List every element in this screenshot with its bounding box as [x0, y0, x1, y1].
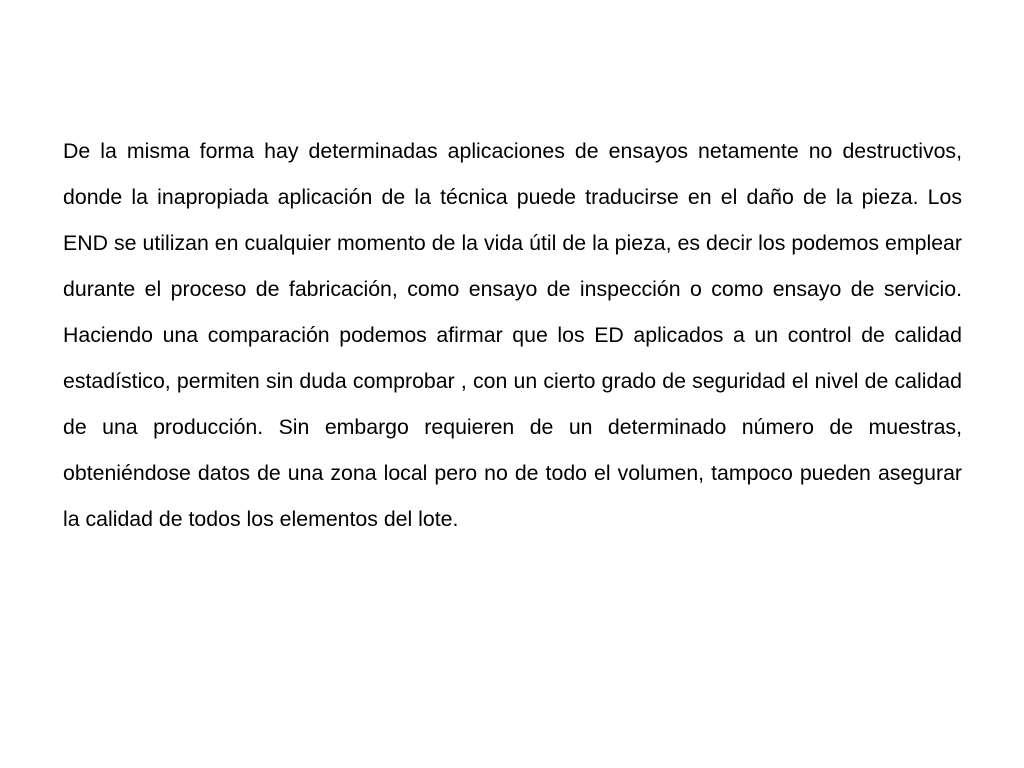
body-paragraph: De la misma forma hay determinadas aplicaciones de ensayos netamente no destructivos, donde la inapropiada aplicación de la técnica puede traducirse en el daño de la pieza. Los END se utilizan en cualquier momento de la vida útil de la pieza, es decir los podemos emplear durante el proceso de fabricación, como ensayo de inspección o como ensayo de servicio. Haciendo una comparación podemos afirmar que los ED aplicados a un control de calidad estadístico, permiten sin duda comprobar , con un cierto grado de seguridad el nivel de calidad de una producción. Sin embargo requieren de un determinado número de muestras, obteniéndose datos de una zona local pero no de todo el volumen, tampoco pueden asegurar la calidad de todos los elementos del lote. — [63, 139, 962, 531]
